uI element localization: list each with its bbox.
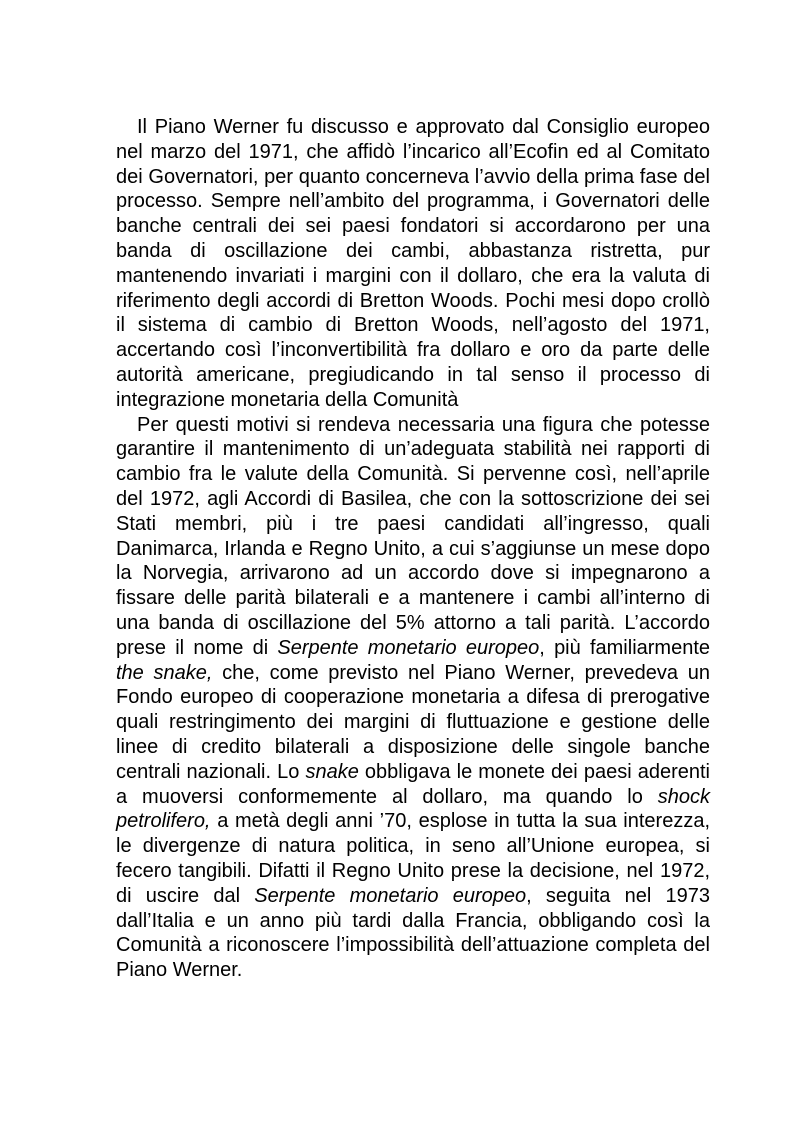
paragraph-text: Per questi motivi si rendeva necessaria una figura che potesse garantire il mantenimento di un’adeguata stabilità nei rapporti di cambio fra le valute della Comunità. Si pervenne così, nell’aprile del 1972, agli Accordi di Basilea, che con la sottoscrizione dei sei Stati membri, più i tre paesi candidati all’ingresso, quali Danimarca, Irlanda e Regno Unito, a cui s’aggiunse un mese dopo la Norvegia, arrivarono ad un accordo dove si impegnarono a fissare delle parità bilaterali e a mantenere i cambi all’interno di una banda di oscillazione del 5% attorno a tali parità. L’accordo prese il nome di [116,413,710,659]
paragraph-text: che, come previsto nel Piano Werner, prevedeva un Fondo europeo di cooperazione monetaria a difesa di prerogative quali restringimento dei margini di fluttuazione e gestione delle linee di credito bilaterali a disposizione delle singole banche centrali nazionali. Lo [116,661,710,783]
italic-term: shock petrolifero, [116,785,710,833]
italic-term: Serpente monetario europeo [277,636,540,659]
document-page [116,115,710,983]
paragraph-monetary-snake [116,413,710,983]
paragraph-text: , seguita nel 1973 dall’Italia e un anno più tardi dalla Francia, obbligando così la Comunità a riconoscere l’impossibilità dell’attuazione completa del Piano Werner. [116,884,711,982]
italic-term: the snake, [116,661,213,684]
italic-term: snake [305,760,359,783]
paragraph-text: , più familiarmente [539,636,710,659]
paragraph-werner-plan: Il Piano Werner fu discusso e approvato dal Consiglio europeo nel marzo del 1971, che affidò l’incarico all’Ecofin ed al Comitato dei Governatori, per quanto concerneva l’avvio della prima fase del processo. Sempre nell’ambito del programma, i Governatori delle banche centrali dei sei paesi fondatori si accordarono per una banda di oscillazione dei cambi, abbastanza ristretta, pur mantenendo invariati i margini con il dollaro, che era la valuta di riferimento degli accordi di Bretton Woods. Pochi mesi dopo crollò il sistema di cambio di Bretton Woods, nell’agosto del 1971, accertando così l’inconvertibilità fra dollaro e oro da parte delle autorità americane, pregiudicando in tal senso il processo di integrazione monetaria della Comunità [116,116,710,411]
paragraph-text: obbligava le monete dei paesi aderenti a muoversi conformemente al dollaro, ma quando lo [116,760,710,808]
paragraph-text: a metà degli anni ’70, esplose in tutta la sua interezza, le divergenze di natura politica, in seno all’Unione europea, si fecero tangibili. Difatti il Regno Unito prese la decisione, nel 1972, di uscire dal [116,810,710,907]
italic-term: Serpente monetario europeo [254,884,527,907]
